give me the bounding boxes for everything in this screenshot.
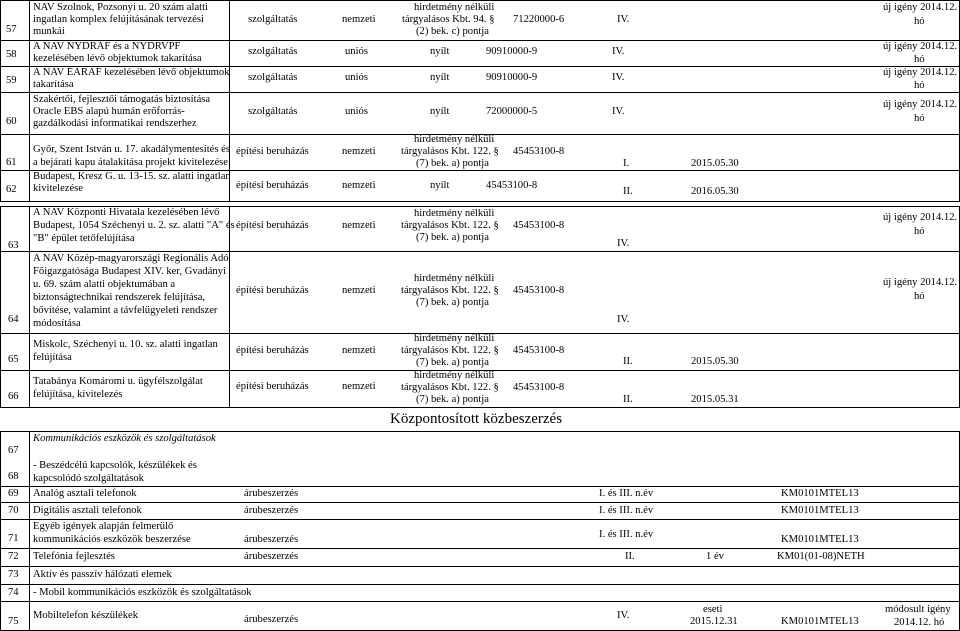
cpv-code: 71220000-6 — [513, 14, 565, 25]
row-number: 58 — [6, 49, 17, 60]
deadline-date: 2015.05.30 — [691, 356, 739, 367]
procurement-type: szolgáltatás — [248, 46, 298, 57]
row-description: takarítása — [33, 79, 74, 90]
procurement-scope: uniós — [345, 72, 368, 83]
row-number: 66 — [8, 391, 19, 402]
row-description: kivitelezése — [33, 183, 83, 194]
row-description: - Mobil kommunikációs eszközök és szolgáltatások — [33, 587, 252, 598]
note: hó — [914, 226, 925, 237]
row-number: 59 — [6, 75, 17, 86]
row-description: A NAV Központi Hivatala kezelésében lévő — [33, 207, 220, 218]
procedure-type: tárgyalásos Kbt. 122. § — [401, 285, 499, 296]
procurement-type: árubeszerzés — [244, 505, 299, 516]
procedure-type: tárgyalásos Kbt. 122. § — [401, 382, 499, 393]
quarter: IV. — [617, 14, 630, 25]
deadline-date: 2015.12.31 — [690, 616, 738, 627]
note: hó — [914, 113, 925, 124]
row-number: 65 — [8, 354, 19, 365]
row-number: 68 — [8, 471, 19, 482]
procedure-type: (7) bek. a) pontja — [416, 158, 489, 169]
row-number: 60 — [6, 116, 17, 127]
row-description: Tatabánya Komáromi u. ügyfélszolgálat — [33, 376, 203, 387]
procurement-type: árubeszerzés — [244, 534, 299, 545]
row-number: 72 — [8, 551, 19, 562]
quarter: II. — [625, 551, 635, 562]
note: 2014.12. hó — [894, 617, 945, 628]
procurement-type: szolgáltatás — [248, 106, 298, 117]
quarter: II. — [623, 356, 633, 367]
row-description: a bejárati kapu átalakítása projekt kivitelezése — [33, 157, 229, 168]
procedure-type: tárgyalásos Kbt. 94. § — [402, 14, 495, 25]
note: új igény 2014.12. — [883, 2, 958, 13]
row-description: Főigazgatósága Budapest XIV. ker, Gvadányi — [33, 266, 226, 277]
row-description: módosítása — [33, 318, 81, 329]
note: módosult igény — [885, 604, 951, 615]
procedure-type: hirdetmény nélküli — [414, 370, 495, 381]
row-number: 71 — [8, 533, 19, 544]
quarter: IV. — [617, 238, 630, 249]
cpv-code: 45453100-8 — [486, 180, 538, 191]
row-description: Kommunikációs eszközök és szolgáltatások — [33, 433, 216, 444]
procurement-type: építési beruházás — [236, 285, 309, 296]
row-description: Telefónia fejlesztés — [33, 551, 115, 562]
row-description: A NAV NYDRAF és a NYDRVPF — [33, 41, 181, 52]
cpv-code: 45453100-8 — [513, 345, 565, 356]
contract-code: KM0101MTEL13 — [781, 616, 859, 627]
row-description: felújítása — [33, 352, 72, 363]
note: új igény 2014.12. — [883, 99, 958, 110]
procedure-type: hirdetmény nélküli — [414, 273, 495, 284]
procedure-type: tárgyalásos Kbt. 122. § — [401, 146, 499, 157]
procurement-scope: nemzeti — [342, 381, 376, 392]
procedure-type: hirdetmény nélküli — [414, 2, 495, 13]
row-description: A NAV Közép-magyarországi Regionális Adó — [33, 253, 229, 264]
quarter: IV. — [612, 46, 625, 57]
deadline-date: eseti — [703, 604, 723, 615]
deadline-date: 2015.05.30 — [691, 158, 739, 169]
procedure-type: nyílt — [430, 46, 450, 57]
row-number: 73 — [8, 569, 19, 580]
procurement-scope: nemzeti — [342, 180, 376, 191]
row-number: 70 — [8, 505, 19, 516]
cpv-code: 72000000-5 — [486, 106, 538, 117]
note: új igény 2014.12. — [883, 67, 958, 78]
cpv-code: 45453100-8 — [513, 285, 565, 296]
row-description: Digitális asztali telefonok — [33, 505, 142, 516]
row-description: - Beszédcélú kapcsolók, készülékek és — [33, 460, 197, 471]
row-description: Budapest, Kresz G. u. 13-15. sz. alatti ingatlan — [33, 171, 231, 182]
procedure-type: (7) bek. a) pontja — [416, 357, 489, 368]
procurement-type: szolgáltatás — [248, 72, 298, 83]
procurement-type: építési beruházás — [236, 180, 309, 191]
procurement-scope: nemzeti — [342, 146, 376, 157]
procurement-type: építési beruházás — [236, 146, 309, 157]
cpv-code: 45453100-8 — [513, 382, 565, 393]
procedure-type: nyílt — [430, 106, 450, 117]
note: hó — [914, 80, 925, 91]
row-number: 67 — [8, 445, 19, 456]
procurement-scope: nemzeti — [342, 14, 376, 25]
contract-code: KM0101MTEL13 — [781, 488, 859, 499]
row-description: kapcsolódó szolgáltatások — [33, 473, 144, 484]
procurement-type: árubeszerzés — [244, 614, 299, 625]
row-description: A NAV ÉARAF kezelésében lévő objektumok — [33, 67, 230, 78]
row-description: Oracle EBS alapú humán erőforrás- — [33, 106, 185, 117]
procurement-type: árubeszerzés — [244, 551, 299, 562]
row-description: biztonságtechnikai rendszerek felújítása, — [33, 292, 206, 303]
quarter: IV. — [612, 106, 625, 117]
procurement-type: árubeszerzés — [244, 488, 299, 499]
row-description: Győr, Szent István u. 17. akadálymentesítés és — [33, 144, 230, 155]
row-description: felújítása, kivitelezés — [33, 389, 123, 400]
row-number: 63 — [8, 240, 19, 251]
contract-code: KM0101MTEL13 — [781, 505, 859, 516]
row-description: kezelésében lévő objektumok takarítása — [33, 53, 202, 64]
row-description: Budapest, 1054 Széchenyi u. 2. sz. alatti "A" és — [33, 220, 235, 231]
procedure-type: hirdetmény nélküli — [414, 134, 495, 145]
quarter: I. — [623, 158, 630, 169]
note: hó — [914, 16, 925, 27]
procurement-scope: nemzeti — [342, 285, 376, 296]
quarter: I. és III. n.év — [599, 505, 654, 516]
procedure-type: (7) bek. a) pontja — [416, 297, 489, 308]
section-heading: Központosított közbeszerzés — [390, 411, 563, 427]
procedure-type: hirdetmény nélküli — [414, 333, 495, 344]
quarter: II. — [623, 394, 633, 405]
contract-code: KM01(01-08)NETH — [777, 551, 865, 562]
note: hó — [914, 54, 925, 65]
deadline-date: 2015.05.31 — [691, 394, 739, 405]
cpv-code: 45453100-8 — [513, 220, 565, 231]
row-description: munkái — [33, 26, 65, 37]
procedure-type: (7) bek. a) pontja — [416, 394, 489, 405]
procurement-type: építési beruházás — [236, 345, 309, 356]
row-description: Szakértői, fejlesztői támogatás biztosítása — [33, 94, 211, 105]
row-description: bővítése, valamint a távfelügyeleti rendszer — [33, 305, 218, 316]
row-description: ingatlan komplex felújításának tervezési — [33, 14, 204, 25]
note: új igény 2014.12. — [883, 41, 958, 52]
procedure-type: (7) bek. a) pontja — [416, 232, 489, 243]
note: új igény 2014.12. — [883, 277, 958, 288]
row-number: 75 — [8, 616, 19, 627]
row-description: kommunikációs eszközök beszerzése — [33, 534, 191, 545]
row-description: Analóg asztali telefonok — [33, 488, 137, 499]
row-description: Egyéb igények alapján felmerülő — [33, 521, 174, 532]
row-description: "B" épület tetőfelújítása — [33, 233, 135, 244]
period: 1 év — [706, 551, 724, 562]
row-number: 69 — [8, 488, 19, 499]
quarter: I. és III. n.év — [599, 529, 654, 540]
quarter: I. és III. n.év — [599, 488, 654, 499]
procurement-scope: uniós — [345, 106, 368, 117]
procurement-type: építési beruházás — [236, 220, 309, 231]
row-number: 64 — [8, 314, 19, 325]
procurement-scope: nemzeti — [342, 345, 376, 356]
quarter: IV. — [617, 314, 630, 325]
quarter: II. — [623, 186, 633, 197]
procedure-type: tárgyalásos Kbt. 122. § — [401, 345, 499, 356]
quarter: IV. — [617, 610, 630, 621]
procedure-type: tárgyalásos Kbt. 122. § — [401, 220, 499, 231]
procurement-scope: uniós — [345, 46, 368, 57]
note: hó — [914, 291, 925, 302]
procedure-type: (2) bek. c) pontja — [416, 26, 489, 37]
row-description: Aktív és passzív hálózati elemek — [33, 569, 172, 580]
procedure-type: nyílt — [430, 180, 450, 191]
cpv-code: 90910000-9 — [486, 46, 538, 57]
cpv-code: 90910000-9 — [486, 72, 538, 83]
cpv-code: 45453100-8 — [513, 146, 565, 157]
procurement-type: szolgáltatás — [248, 14, 298, 25]
row-description: Mobiltelefon készülékek — [33, 610, 139, 621]
procedure-type: nyílt — [430, 72, 450, 83]
procurement-type: építési beruházás — [236, 381, 309, 392]
contract-code: KM0101MTEL13 — [781, 534, 859, 545]
row-description: gazdálkodási informatikai rendszerhez — [33, 118, 197, 129]
row-number: 61 — [6, 157, 17, 168]
row-description: NAV Szolnok, Pozsonyi u. 20 szám alatti — [33, 2, 208, 13]
row-number: 57 — [6, 24, 17, 35]
procedure-type: hirdetmény nélküli — [414, 208, 495, 219]
row-number: 62 — [6, 184, 17, 195]
note: új igény 2014.12. — [883, 212, 958, 223]
row-number: 74 — [8, 587, 19, 598]
row-description: u. 69. szám alatti objektumában a — [33, 279, 176, 290]
quarter: IV. — [612, 72, 625, 83]
procurement-scope: nemzeti — [342, 220, 376, 231]
row-description: Miskolc, Széchenyi u. 10. sz. alatti ingatlan — [33, 339, 218, 350]
deadline-date: 2016.05.30 — [691, 186, 739, 197]
